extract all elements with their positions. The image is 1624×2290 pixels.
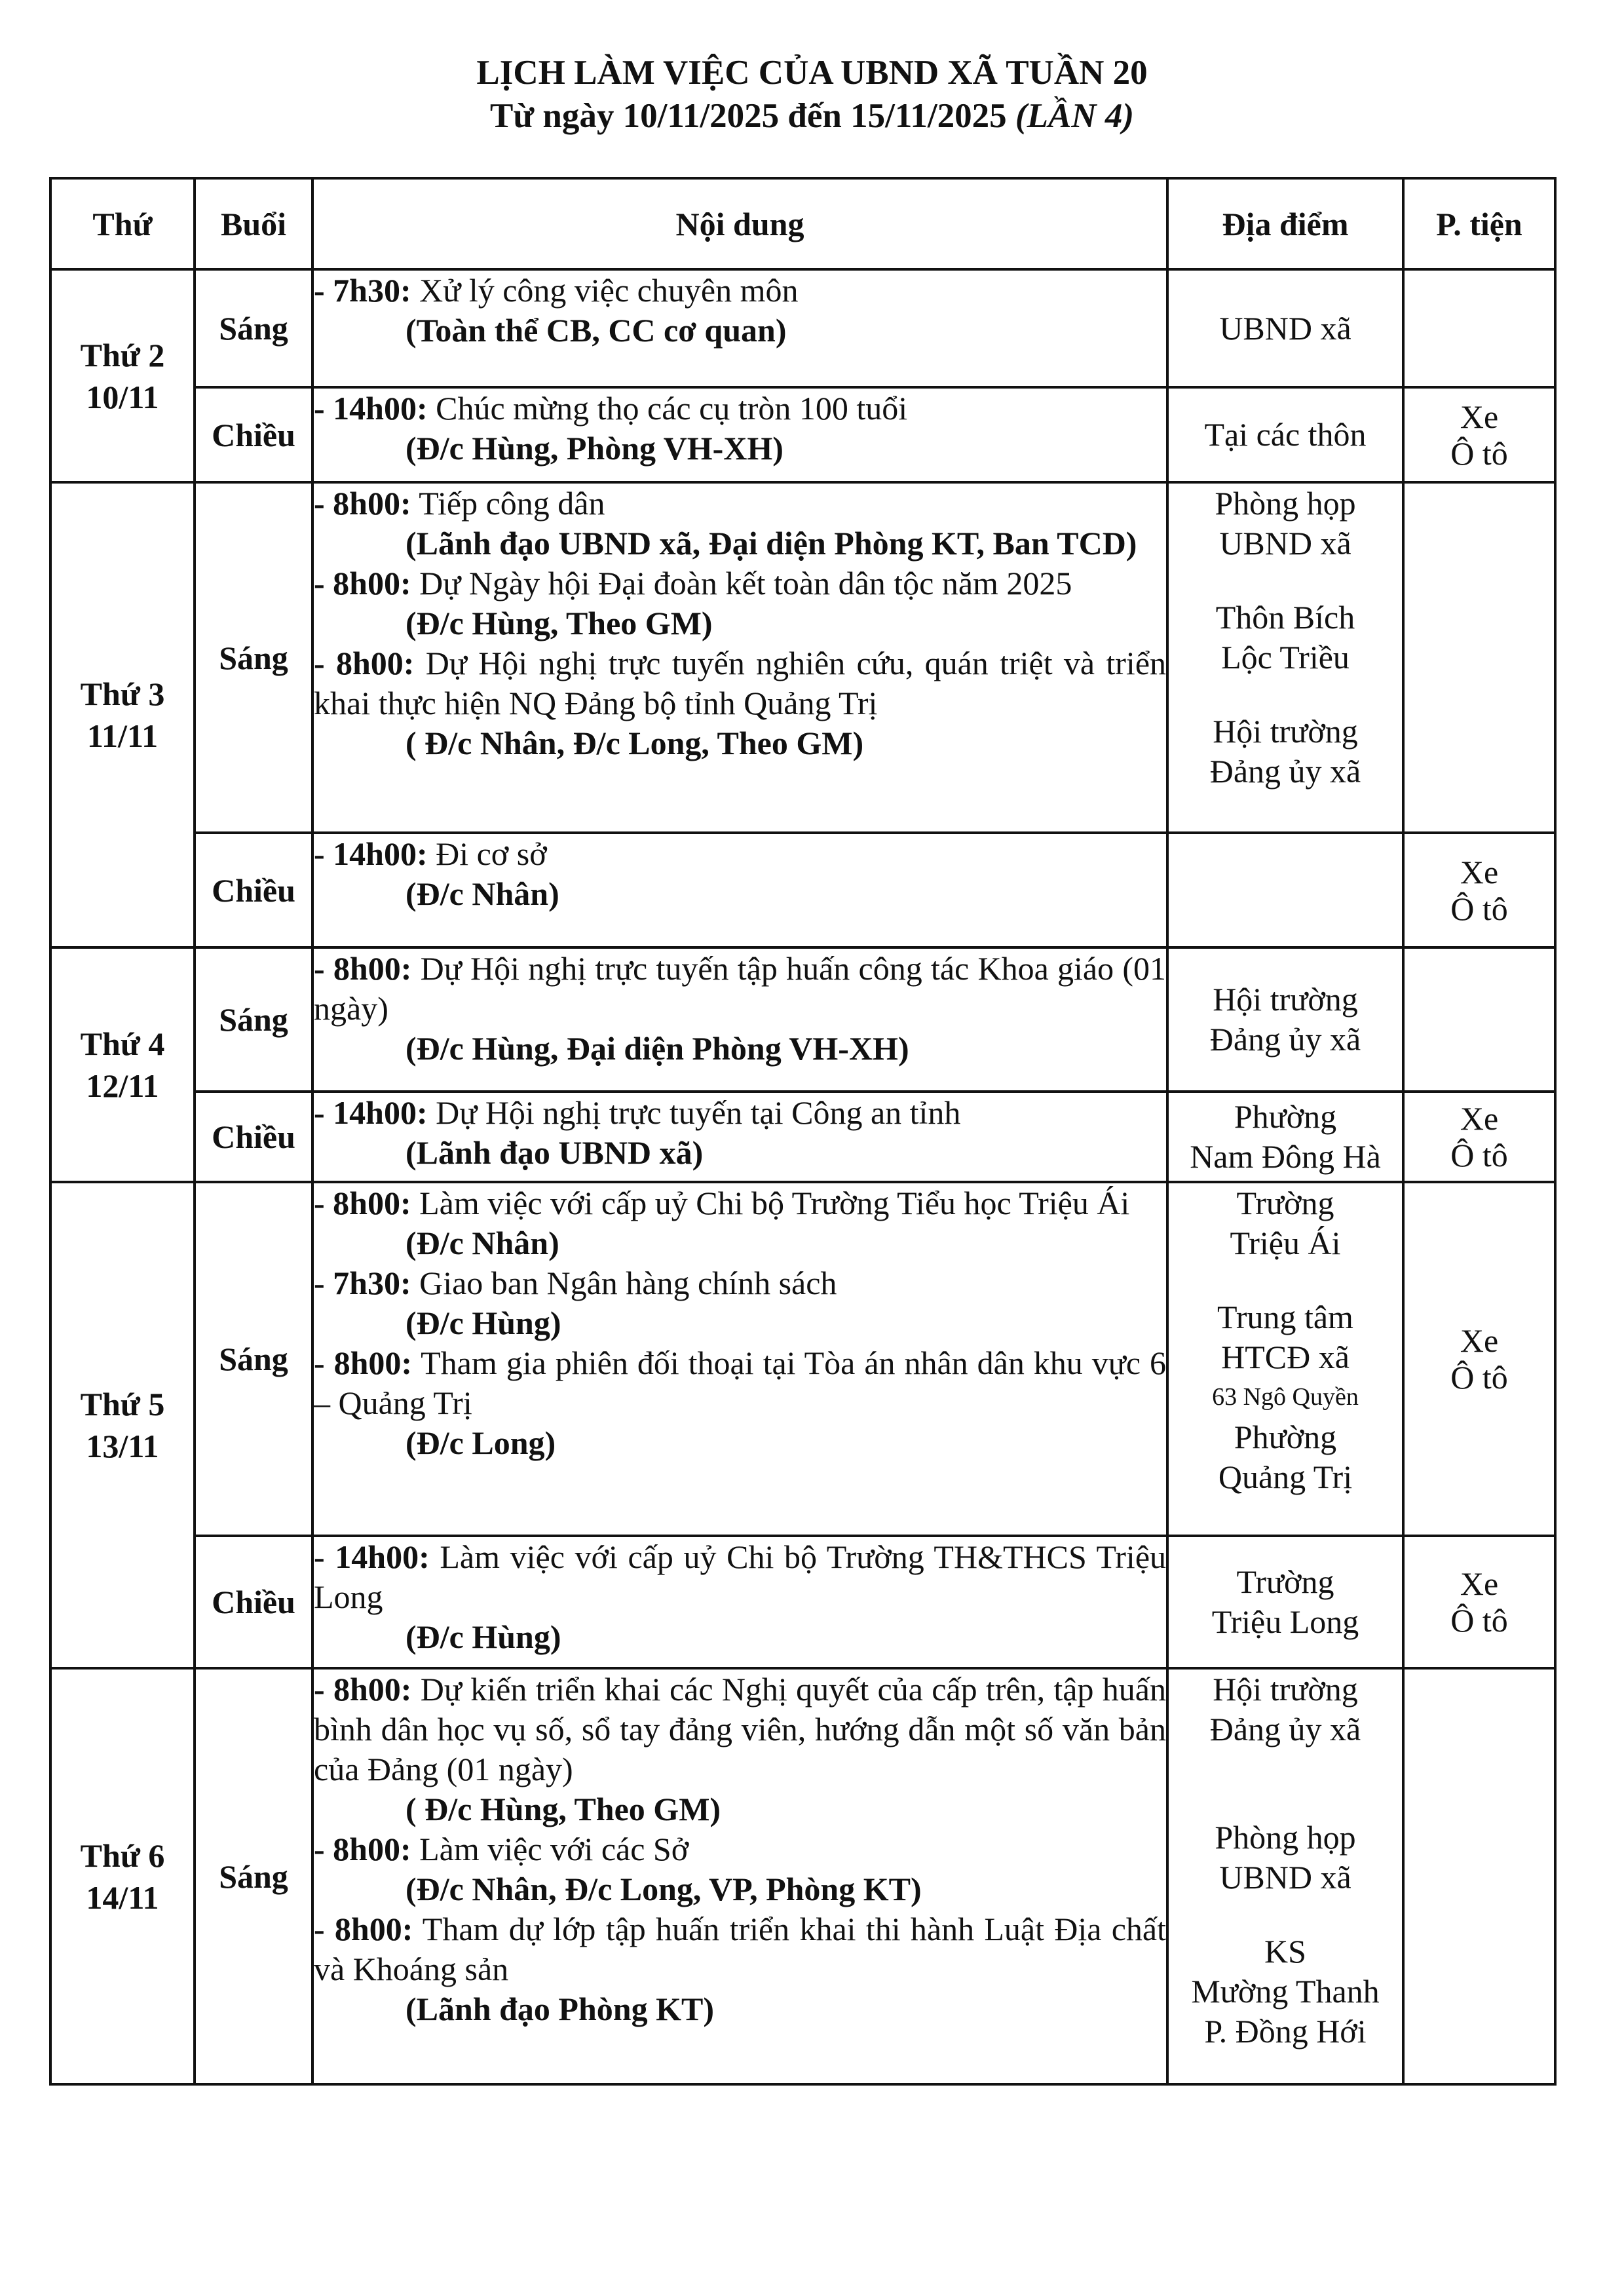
place-spacer — [1169, 677, 1402, 712]
day-cell — [50, 269, 195, 482]
schedule-item — [314, 949, 1166, 1069]
item-text: Tham dự lớp tập huấn triển khai thi hành Luật Địa chất và Khoáng sản — [314, 1911, 1167, 1987]
place-cell — [1167, 947, 1403, 1092]
header-place: Địa điểm — [1167, 178, 1403, 269]
place-line: Nam Đông Hà — [1190, 1138, 1381, 1175]
place-line: Hội trường — [1213, 713, 1358, 750]
document-title — [0, 51, 1624, 138]
schedule-item — [314, 1343, 1166, 1463]
item-line — [314, 1263, 1166, 1303]
content-cell — [312, 387, 1167, 482]
item-text: Dự Hội nghị trực tuyến tại Công an tỉnh — [427, 1094, 961, 1131]
item-text: Làm việc với cấp uỷ Chi bộ Trường Tiểu học Triệu Ái — [411, 1185, 1130, 1221]
item-text: Dự Hội nghị trực tuyến tập huấn công tác Khoa giáo (01 ngày) — [314, 950, 1166, 1027]
day-name: Thứ 5 — [80, 1386, 165, 1422]
item-line — [314, 1537, 1166, 1617]
place-spacer — [1169, 1749, 1402, 1784]
vehicle-line: Ô tô — [1450, 434, 1508, 472]
item-text: Đi cơ sở — [427, 835, 547, 872]
header-vehicle: P. tiện — [1403, 178, 1555, 269]
place-spacer — [1169, 1263, 1402, 1297]
item-time: - 7h30: — [314, 1265, 411, 1301]
schedule-item — [314, 1829, 1166, 1909]
content-cell — [312, 269, 1167, 387]
schedule-item — [314, 389, 1166, 468]
schedule-item — [314, 834, 1166, 914]
item-line — [314, 271, 1166, 311]
item-line — [314, 1183, 1166, 1223]
place-line: Triệu Ái — [1230, 1225, 1341, 1261]
vehicle-cell — [1403, 1092, 1555, 1182]
session-label: Chiều — [195, 387, 312, 482]
schedule-item — [314, 484, 1166, 563]
item-line — [314, 1670, 1166, 1789]
item-line — [314, 643, 1166, 723]
vehicle-line: Ô tô — [1450, 1137, 1508, 1174]
item-participants: (Lãnh đạo UBND xã) — [406, 1134, 704, 1171]
schedule-item — [314, 1263, 1166, 1343]
item-time: - 14h00: — [314, 390, 428, 427]
vehicle-cell — [1403, 269, 1555, 387]
item-line — [314, 1829, 1166, 1869]
content-cell — [312, 947, 1167, 1092]
item-text: Chúc mừng thọ các cụ tròn 100 tuổi — [427, 390, 908, 427]
content-cell — [312, 1092, 1167, 1182]
item-time: - 14h00: — [314, 835, 428, 872]
vehicle-cell — [1403, 1536, 1555, 1668]
vehicle-cell — [1403, 482, 1555, 833]
place-line: Triệu Long — [1211, 1603, 1359, 1640]
vehicle-line: Ô tô — [1450, 1602, 1508, 1639]
item-text: Xử lý công việc chuyên môn — [411, 272, 799, 309]
item-text: Làm việc với cấp uỷ Chi bộ Trường TH&THCS Triệu Long — [314, 1538, 1167, 1615]
day-name: Thứ 2 — [80, 336, 165, 373]
schedule-item — [314, 1909, 1166, 2029]
content-cell — [312, 1668, 1167, 2084]
day-date: 13/11 — [86, 1428, 159, 1464]
place-line: Phường — [1234, 1098, 1337, 1135]
item-time: - 8h00: — [314, 1831, 411, 1867]
item-time: - 8h00: — [314, 950, 412, 987]
item-time: - 8h00: — [314, 1911, 413, 1947]
place-line: UBND xã — [1219, 525, 1351, 562]
place-line: Trường — [1236, 1563, 1334, 1600]
content-cell — [312, 1536, 1167, 1668]
place-line: Đảng ủy xã — [1209, 753, 1361, 790]
item-text: Tham gia phiên đối thoại tại Tòa án nhân dân khu vực 6 – Quảng Trị — [314, 1345, 1167, 1421]
item-text: Dự kiến triển khai các Nghị quyết của cấp trên, tập huấn bình dân học vụ số, sổ tay đảng viên, hướng dẫn một số văn bản của Đảng (01 ngày) — [314, 1671, 1166, 1787]
place-spacer — [1169, 1898, 1402, 1932]
place-cell — [1167, 833, 1403, 947]
day-name: Thứ 6 — [80, 1837, 165, 1874]
schedule-item — [314, 1093, 1166, 1173]
title-date-range: Từ ngày 10/11/2025 đến 15/11/2025 — [490, 97, 1015, 135]
item-text: Dự Ngày hội Đại đoàn kết toàn dân tộc năm 2025 — [411, 565, 1072, 601]
item-participants: (Toàn thể CB, CC cơ quan) — [406, 312, 787, 349]
session-label: Sáng — [195, 269, 312, 387]
day-name: Thứ 3 — [80, 676, 165, 712]
session-label: Chiều — [195, 1092, 312, 1182]
title-line-2 — [0, 94, 1624, 138]
place-line: Tại các thôn — [1204, 416, 1367, 453]
table-row — [50, 1092, 1555, 1182]
day-cell — [50, 1182, 195, 1668]
session-label: Chiều — [195, 833, 312, 947]
table-row — [50, 1182, 1555, 1536]
content-cell — [312, 1182, 1167, 1536]
vehicle-cell — [1403, 387, 1555, 482]
day-date: 11/11 — [86, 717, 159, 754]
item-line — [314, 1909, 1166, 1989]
item-time: - 14h00: — [314, 1538, 430, 1575]
item-participants: (Đ/c Hùng, Phòng VH-XH) — [406, 430, 784, 467]
title-line-1: LỊCH LÀM VIỆC CỦA UBND XÃ TUẦN 20 — [476, 54, 1148, 92]
place-cell — [1167, 269, 1403, 387]
item-participants: (Đ/c Nhân) — [406, 875, 559, 912]
place-line: Đảng ủy xã — [1209, 1711, 1361, 1747]
session-label: Sáng — [195, 1182, 312, 1536]
title-revision-note: (LẦN 4) — [1015, 97, 1134, 135]
vehicle-line: Xe — [1460, 853, 1499, 890]
item-line — [314, 1093, 1166, 1133]
vehicle-cell — [1403, 947, 1555, 1092]
schedule-item — [314, 271, 1166, 351]
place-cell — [1167, 1668, 1403, 2084]
day-name: Thứ 4 — [80, 1025, 165, 1062]
vehicle-line: Xe — [1460, 398, 1499, 435]
table-row — [50, 387, 1555, 482]
item-participants: (Đ/c Hùng, Theo GM) — [406, 605, 713, 641]
schedule-item — [314, 1537, 1166, 1657]
place-line: KS — [1264, 1933, 1306, 1970]
header-session: Buổi — [195, 178, 312, 269]
header-content: Nội dung — [312, 178, 1167, 269]
place-line: Đảng ủy xã — [1209, 1021, 1361, 1058]
item-line — [314, 949, 1166, 1029]
place-line: 63 Ngô Quyền — [1212, 1383, 1359, 1411]
table-row — [50, 1536, 1555, 1668]
day-cell — [50, 1668, 195, 2084]
day-date: 12/11 — [86, 1067, 159, 1104]
item-participants: (Đ/c Long) — [406, 1424, 556, 1461]
place-line: HTCĐ xã — [1221, 1339, 1350, 1375]
item-text: Giao ban Ngân hàng chính sách — [411, 1265, 837, 1301]
place-line: Mường Thanh — [1191, 1973, 1380, 2010]
vehicle-line: Ô tô — [1450, 890, 1508, 927]
place-cell — [1167, 1536, 1403, 1668]
place-cell — [1167, 387, 1403, 482]
item-line — [314, 563, 1166, 603]
item-time: - 8h00: — [314, 645, 415, 681]
item-participants: (Đ/c Nhân, Đ/c Long, VP, Phòng KT) — [406, 1871, 922, 1907]
item-participants: (Đ/c Hùng) — [406, 1618, 561, 1655]
content-cell — [312, 482, 1167, 833]
schedule-item — [314, 1183, 1166, 1263]
session-label: Sáng — [195, 482, 312, 833]
place-spacer — [1169, 563, 1402, 598]
item-participants: (Đ/c Nhân) — [406, 1225, 559, 1261]
place-line: UBND xã — [1219, 309, 1351, 347]
session-label: Sáng — [195, 947, 312, 1092]
table-row — [50, 947, 1555, 1092]
item-participants: (Lãnh đạo Phòng KT) — [406, 1991, 714, 2027]
day-date: 10/11 — [86, 378, 159, 415]
place-line: P. Đồng Hới — [1204, 2013, 1367, 2050]
place-line: Trung tâm — [1217, 1299, 1353, 1335]
item-time: - 14h00: — [314, 1094, 428, 1131]
session-label: Chiều — [195, 1536, 312, 1668]
header-day: Thứ — [50, 178, 195, 269]
vehicle-line: Xe — [1460, 1322, 1499, 1359]
schedule-table — [49, 177, 1557, 2086]
item-time: - 8h00: — [314, 1345, 413, 1381]
item-time: - 8h00: — [314, 1671, 412, 1708]
item-time: - 8h00: — [314, 565, 411, 601]
item-time: - 8h00: — [314, 1185, 411, 1221]
header-row — [50, 178, 1555, 269]
item-time: - 8h00: — [314, 485, 411, 522]
vehicle-cell — [1403, 1182, 1555, 1536]
table-row — [50, 833, 1555, 947]
place-line: Hội trường — [1213, 1671, 1358, 1708]
vehicle-line: Xe — [1460, 1565, 1499, 1602]
place-line: Quảng Trị — [1218, 1459, 1353, 1495]
place-line: Hội trường — [1213, 981, 1358, 1018]
item-participants: ( Đ/c Nhân, Đ/c Long, Theo GM) — [406, 725, 864, 761]
day-cell — [50, 947, 195, 1182]
place-line: Phòng họp — [1215, 1819, 1356, 1856]
place-cell — [1167, 1092, 1403, 1182]
place-spacer — [1169, 1784, 1402, 1818]
place-cell — [1167, 482, 1403, 833]
item-line — [314, 1343, 1166, 1423]
day-date: 14/11 — [86, 1879, 159, 1916]
vehicle-cell — [1403, 833, 1555, 947]
schedule-item — [314, 1670, 1166, 1829]
content-cell — [312, 833, 1167, 947]
place-line: Trường — [1236, 1185, 1334, 1221]
place-line: Phường — [1234, 1419, 1337, 1455]
schedule-item — [314, 643, 1166, 763]
item-text: Làm việc với các Sở — [411, 1831, 689, 1867]
item-participants: (Đ/c Hùng, Đại diện Phòng VH-XH) — [406, 1030, 909, 1067]
session-label: Sáng — [195, 1668, 312, 2084]
table-row — [50, 482, 1555, 833]
place-cell — [1167, 1182, 1403, 1536]
item-line — [314, 389, 1166, 429]
item-participants: (Lãnh đạo UBND xã, Đại diện Phòng KT, Ban TCD) — [406, 525, 1137, 562]
item-time: - 7h30: — [314, 272, 411, 309]
place-line: Thôn Bích — [1215, 599, 1355, 636]
table-row — [50, 1668, 1555, 2084]
vehicle-line: Xe — [1460, 1100, 1499, 1137]
vehicle-line: Ô tô — [1450, 1359, 1508, 1396]
place-line: Lộc Triều — [1221, 639, 1350, 676]
item-participants: ( Đ/c Hùng, Theo GM) — [406, 1791, 721, 1827]
item-line — [314, 834, 1166, 874]
place-line: UBND xã — [1219, 1859, 1351, 1896]
place-line: Phòng họp — [1215, 485, 1356, 522]
item-line — [314, 484, 1166, 524]
schedule-item — [314, 563, 1166, 643]
vehicle-cell — [1403, 1668, 1555, 2084]
table-row — [50, 269, 1555, 387]
item-text: Tiếp công dân — [411, 485, 605, 522]
day-cell — [50, 482, 195, 947]
schedule-body — [50, 269, 1555, 2084]
item-text: Dự Hội nghị trực tuyến nghiên cứu, quán triệt và triển khai thực hiện NQ Đảng bộ tỉnh Quảng Trị — [314, 645, 1167, 721]
item-participants: (Đ/c Hùng) — [406, 1305, 561, 1341]
